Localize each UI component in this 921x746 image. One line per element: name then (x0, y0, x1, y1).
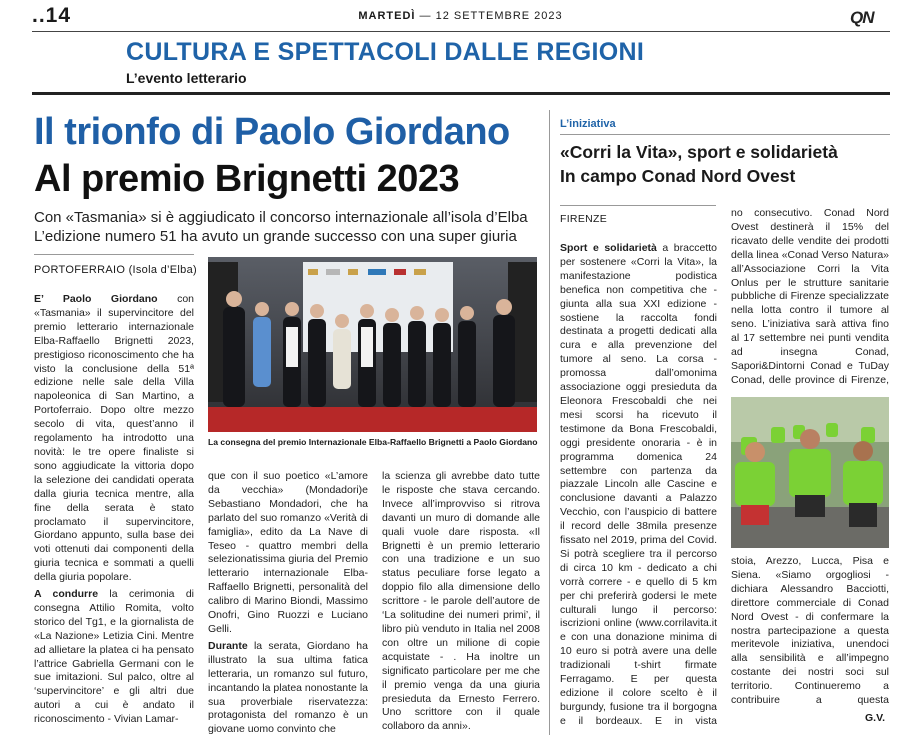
side-column-2-bottom (731, 555, 889, 705)
side-dateline: FIRENZE (560, 213, 608, 225)
main-column-1 (34, 293, 194, 733)
main-deck (34, 208, 544, 246)
section-subtitle: L’evento letterario (126, 70, 247, 86)
side-headline-line2: In campo Conad Nord Ovest (560, 166, 796, 186)
main-paragraph-5: la scienza gli avrebbe dato tutte le risposte che stava cercando. Invece all’improvviso si ritrova davanti un muro di domande alle quali vuole dare risposta. «Il Brignetti è un premio letterario con una tradizione e un suo status peculiare forse legato a doppio filo alla dimensione dello scrittore - le parole dell’autore de ‘La solitudine dei numeri primi’, il libro più venduto in Italia nel 2008 con oltre un milione di copie acquistate - . Ha inoltre un significato particolare per me che il premio venga da una giuria presieduta da Ernesto Ferrero. Uno scrittore con il quale collaboro da anni». (382, 470, 540, 733)
main-headline-line1: Il trionfo di Paolo Giordano (34, 111, 510, 153)
runners-photo (731, 397, 889, 548)
main-dateline: PORTOFERRAIO (Isola d’Elba) (34, 264, 197, 276)
side-paragraph-1: a braccetto per sostenere «Corri la Vita», la manifestazione podistica benefica non competitiva che - giunta alla sua XXI edizione - sostiene la raccolta fondi destinata a progetti dedicati alla cura e alla prevenzione del tumore al seno. La corsa - promossa dall’omonima associazione oggi presieduta da Eleonora Frescobaldi che nei mesi scorsi ha ricevuto il testimone da Bona Frescobaldi, oggi presidente onoraria - è in programma domenica 24 settembre con partenza da piazzale Lincoln alle Cascine e conclusione davanti a Palazzo Vecchio, con l’auspicio di battere il record delle 38mila presenze fissato nel 2019, prima del Covid. Si potrà scegliere tra il percorso di circa 10 km - dedicato a chi vorrà correre - e quello di 5 km per chi preferirà godersi le mete culturali lungo il percorso: iscrizioni online (www.corrilavita.it e con una donazione minima di 10 euro si potrà avere una delle tradizionali t-shirt firmate Ferragamo. E per questa edizione il colore scelto è il burgundy, fusione tra il borgogna e il bordeaux. E in vista (560, 242, 717, 727)
main-paragraph-4: la serata, Giordano ha illustrato la sua ultima fatica letteraria, un romanzo sul futuro, incantando la platea nonostante la sua proverbiale riservatezza: protagonista del romanzo è un giovane uomo convinto che (208, 639, 368, 735)
side-headline (560, 140, 890, 188)
section-rule (32, 92, 890, 95)
side-paragraph-3: stoia, Arezzo, Lucca, Pisa e Siena. «Siamo orgogliosi - dichiara Alessandro Bacciotti, direttore commerciale di Conad Nord Ovest - di confermare la nostra partecipazione a questa meritevole iniziativa, unendoci alla sensibilità e all’impegno costante dei nostri soci sul territorio. Continueremo a contribuire a questa (731, 555, 889, 705)
ceremony-photo-image (208, 257, 537, 432)
side-paragraph-2: no consecutivo. Conad Nord Ovest destinerà il 15% del ricavato delle vendite dei prodotti della linea «Conad Verso Natura» all’Associazione Corri la Vita Onlus per le strutture sanitarie pubbliche di Firenze specializzate nella lotta contro il tumore al seno. L’iniziativa sarà attiva fino al 17 settembre nei punti vendita ad insegna Conad, Sapori&Dintorni Conad e TuDay Conad, delle province di Firenze, (731, 207, 889, 386)
runners-photo-image (731, 397, 889, 548)
ceremony-photo-caption: La consegna del premio Internazionale Elba-Raffaello Brignetti a Paolo Giordano (208, 437, 538, 447)
main-column-3 (382, 470, 540, 735)
page-number: ..14 (32, 4, 72, 27)
issue-date-text: — 12 SETTEMBRE 2023 (419, 10, 563, 22)
lead-in-1: E’ Paolo Giordano (34, 293, 158, 305)
author-signature: G.V. (865, 712, 886, 724)
side-column-1 (560, 242, 717, 727)
issue-day: MARTEDÌ (358, 10, 416, 22)
side-kicker: L’iniziativa (560, 118, 616, 130)
dateline-rule (34, 254, 194, 255)
kicker-rule (560, 134, 890, 135)
lead-in-3: Durante (208, 639, 248, 652)
newspaper-logo: QN (850, 8, 874, 27)
section-title: CULTURA E SPETTACOLI DALLE REGIONI (126, 38, 645, 66)
main-paragraph-1: con «Tasmania» il supervincitore del premio letterario internazionale Elba-Raffaello Brignetti 2023, prestigioso riconoscimento che ha visto la conclusione della 51ª edizione nelle sale della Villa napoleonica di San Martino, a Portoferraio. Dopo oltre mezzo secolo di vita, quest’anno il regolamento ha introdotto una novità: le tre opere finaliste si sono aggiudicate la vittoria dopo la selezione dei candidati operata dalla giuria tecnica mentre, alla fine della serata è stato proclamato il supervincitore, Giordano appunto, sulla base dei voti ottenuti dai componenti della giuria tecnica e sommati a quelli della giuria popolare. (34, 293, 194, 584)
column-divider (549, 110, 550, 735)
side-column-2-top (731, 207, 889, 389)
main-column-2 (208, 470, 368, 735)
main-paragraph-3: que con il suo poetico «L’amore da vecchia» (Mondadori)e Sebastiano Mondadori, che ha parlato del suo romanzo «Verità di famiglia», edito da La Nave di Teseo - quattro membri della selezionatissima giuria del Premio letterario internazionale Elba-Raffaello Brignetti, personalità del calibro di Marino Biondi, Massimo Onofri, Gino Ruozzi e Luciano Gelli. (208, 470, 368, 635)
lead-in-2: A condurre (34, 588, 99, 601)
deck-line1: Con «Tasmania» si è aggiudicato il concorso internazionale all’isola d’Elba (34, 209, 528, 226)
issue-date (0, 10, 921, 22)
main-headline-line2: Al premio Brignetti 2023 (34, 158, 460, 200)
deck-line2: L’edizione numero 51 ha avuto un grande successo con una super giuria (34, 228, 517, 245)
main-paragraph-2: la cerimonia di consegna Attilio Romita, volto storico del Tg1, e la giornalista de «La Nazione» Letizia Cini. Mentre ad allietare la platea ci ha pensato l’attrice Gabriella Germani con le sue imitazioni. Sul palco, oltre al ‘supervincitore’ e gli altri due autori a cui è andato il riconoscimento - Vivian Lamar- (34, 588, 194, 726)
header-rule (32, 31, 890, 32)
side-headline-line1: «Corri la Vita», sport e solidarietà (560, 142, 838, 162)
ceremony-photo (208, 257, 537, 432)
side-lead-in: Sport e solidarietà (560, 242, 657, 254)
side-dateline-rule (560, 205, 716, 206)
